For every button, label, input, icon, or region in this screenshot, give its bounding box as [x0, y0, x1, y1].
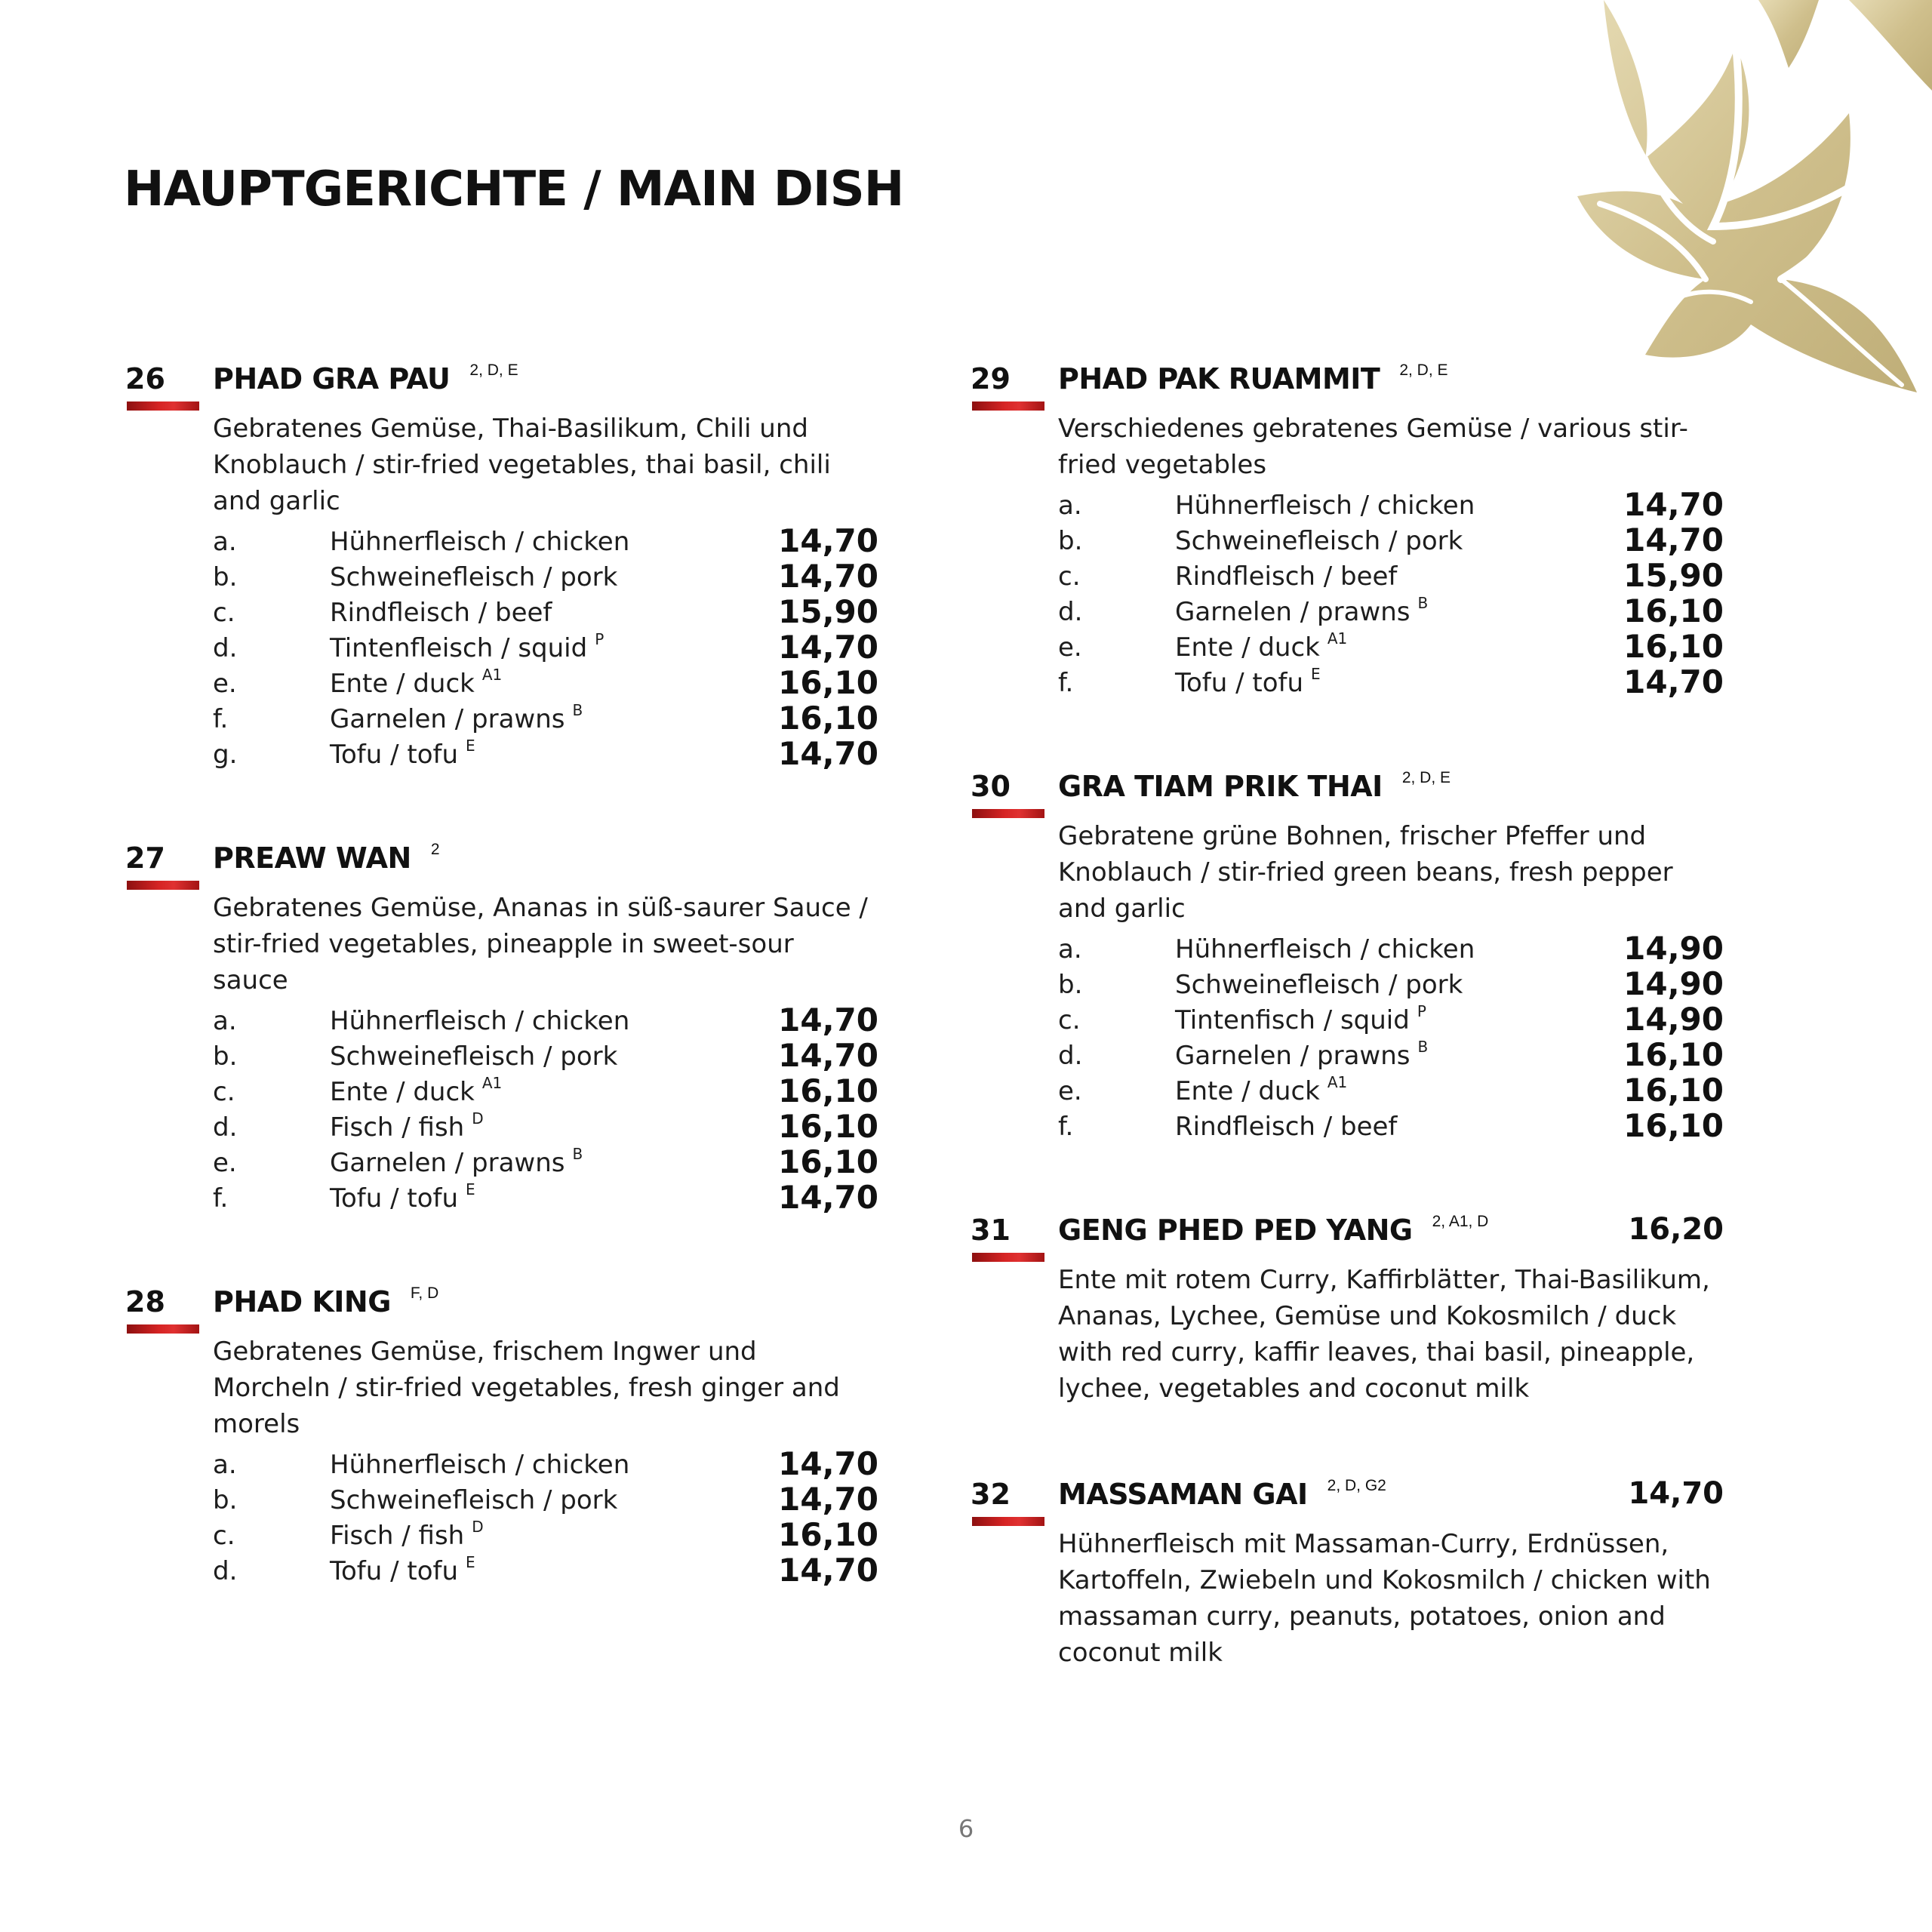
option-price: 14,70: [1623, 521, 1724, 558]
option-price: 14,70: [778, 1552, 878, 1589]
accent-bar: [972, 809, 1044, 818]
option-letter: f.: [1058, 668, 1074, 698]
dish-name-text: MASSAMAN GAI: [1058, 1478, 1308, 1511]
dish-option-row: [213, 700, 878, 735]
option-price: 14,70: [1623, 663, 1724, 700]
option-name: [330, 1553, 475, 1586]
option-name-text: Fisch / fish: [330, 1521, 465, 1551]
page-title: HAUPTGERICHTE / MAIN DISH: [124, 162, 904, 217]
dish-description: Gebratenes Gemüse, Ananas in süß-saurer Sauce / stir-fried vegetables, pineapple in sweet-sour sauce: [213, 893, 868, 995]
option-name-text: Hühnerfleisch / chicken: [1175, 491, 1475, 521]
option-price: 16,10: [778, 700, 878, 737]
option-letter: b.: [213, 1041, 238, 1072]
option-name-text: Tofu / tofu: [330, 1183, 459, 1214]
option-letter: d.: [1058, 597, 1083, 627]
option-letter: a.: [213, 527, 237, 557]
dish-options: [213, 522, 878, 771]
option-allergen: B: [572, 701, 583, 719]
option-name-text: Ente / duck: [330, 1077, 475, 1107]
option-allergen: E: [466, 1553, 475, 1571]
dish-number: 30: [971, 770, 1011, 803]
option-letter: a.: [213, 1450, 237, 1480]
dish-option-row: [1058, 930, 1724, 965]
option-name: [1175, 970, 1470, 1000]
dish-name: [1058, 362, 1448, 395]
option-name-text: Tofu / tofu: [330, 740, 459, 770]
option-price: 16,10: [1623, 1107, 1724, 1144]
dish-option-row: [213, 593, 878, 629]
option-price: 16,10: [1623, 1072, 1724, 1109]
option-name: [330, 737, 475, 770]
dish-header: [969, 355, 1724, 401]
option-letter: d.: [1058, 1041, 1083, 1071]
option-letter: b.: [213, 562, 238, 592]
dish-option-row: [1058, 965, 1724, 1001]
dish-price: 16,20: [1628, 1212, 1724, 1247]
option-name: [330, 1450, 637, 1480]
dish-name: [213, 362, 518, 395]
dish-options: [213, 1445, 878, 1587]
dish-name: [1058, 1214, 1488, 1247]
option-letter: c.: [213, 1521, 235, 1551]
option-name: [1175, 1112, 1404, 1142]
option-price: 14,70: [778, 1481, 878, 1518]
option-letter: c.: [1058, 561, 1081, 592]
dish-allergens: 2, D, E: [1399, 361, 1448, 379]
dish-description: Ente mit rotem Curry, Kaffirblätter, Thai-Basilikum, Ananas, Lychee, Gemüse und Kokosmilch / duck with red curry, kaffir leaves, thai basil, pineapple, lychee, vegetables and coconut milk: [1058, 1265, 1710, 1404]
option-name-text: Schweinefleisch / pork: [1175, 526, 1463, 556]
option-allergen: A1: [1327, 629, 1348, 648]
option-price: 16,10: [778, 1072, 878, 1109]
option-letter: e.: [1058, 1076, 1082, 1106]
dish-option-row: [1058, 592, 1724, 628]
dish-options: [1058, 930, 1724, 1143]
dish-name: [213, 841, 440, 875]
option-allergen: B: [1417, 1038, 1429, 1056]
option-name-text: Schweinefleisch / pork: [330, 562, 618, 592]
dish-description: Gebratene grüne Bohnen, frischer Pfeffer und Knoblauch / stir-fried green beans, fresh pepper and garlic: [1058, 821, 1673, 924]
dish-header: [124, 355, 878, 401]
dish-allergens: F, D: [410, 1284, 439, 1302]
option-letter: c.: [213, 1077, 235, 1107]
option-allergen: E: [466, 737, 475, 755]
option-name: [1175, 1038, 1429, 1071]
dish-price: 14,70: [1628, 1476, 1724, 1511]
option-name-text: Tintenfleisch / squid: [330, 633, 588, 663]
option-name: [330, 1518, 484, 1551]
option-letter: a.: [1058, 491, 1082, 521]
right-column: [969, 355, 1724, 1734]
dish-number: 26: [125, 362, 165, 395]
option-name: [330, 1006, 637, 1036]
menu-dish-27: [124, 834, 878, 1214]
option-name: [330, 630, 605, 663]
option-name-text: Ente / duck: [1175, 1076, 1320, 1106]
option-allergen: B: [1417, 594, 1429, 612]
option-price: 14,70: [778, 1179, 878, 1216]
option-name: [330, 562, 625, 592]
accent-bar: [127, 1324, 199, 1334]
dish-option-row: [213, 629, 878, 664]
menu-dish-29: [969, 355, 1724, 699]
option-letter: f.: [213, 704, 229, 734]
option-name: [1175, 934, 1482, 964]
option-price: 14,70: [778, 522, 878, 559]
menu-dish-26: [124, 355, 878, 771]
dish-option-row: [213, 1143, 878, 1179]
option-name: [330, 666, 503, 699]
option-name-text: Rindfleisch / beef: [1175, 1112, 1398, 1142]
dish-description: Gebratenes Gemüse, frischem Ingwer und Morcheln / stir-fried vegetables, fresh ginger and morels: [213, 1337, 840, 1439]
option-name: [330, 1074, 503, 1107]
option-allergen: E: [1311, 665, 1321, 683]
option-name-text: Garnelen / prawns: [330, 704, 565, 734]
dish-option-row: [1058, 1036, 1724, 1072]
option-price: 14,70: [778, 735, 878, 772]
dish-option-row: [1058, 1107, 1724, 1143]
dish-number: 31: [971, 1214, 1011, 1247]
option-letter: f.: [213, 1183, 229, 1214]
dish-number: 28: [125, 1285, 165, 1318]
dish-option-row: [213, 1179, 878, 1214]
dish-option-row: [1058, 1001, 1724, 1036]
option-letter: d.: [213, 1556, 238, 1586]
option-letter: e.: [213, 669, 237, 699]
dish-name-text: PHAD PAK RUAMMIT: [1058, 362, 1380, 395]
menu-dish-30: [969, 762, 1724, 1143]
option-price: 14,90: [1623, 930, 1724, 967]
dish-description: Hühnerfleisch mit Massaman-Curry, Erdnüssen, Kartoffeln, Zwiebeln und Kokosmilch / chicken with massaman curry, peanuts, potatoes, onion and coconut milk: [1058, 1529, 1711, 1668]
option-letter: c.: [213, 598, 235, 628]
option-name-text: Hühnerfleisch / chicken: [330, 527, 630, 557]
option-name: [1175, 665, 1321, 698]
option-price: 14,90: [1623, 965, 1724, 1002]
dish-option-row: [1058, 663, 1724, 699]
dish-option-row: [213, 1037, 878, 1072]
option-allergen: D: [472, 1518, 484, 1536]
option-price: 15,90: [1623, 557, 1724, 594]
menu-dish-31: [969, 1206, 1724, 1407]
option-name: [1175, 594, 1429, 627]
option-price: 16,10: [778, 1108, 878, 1145]
accent-bar: [972, 401, 1044, 411]
dish-option-row: [213, 522, 878, 558]
dish-option-row: [1058, 521, 1724, 557]
dish-number: 29: [971, 362, 1011, 395]
option-letter: f.: [1058, 1112, 1074, 1142]
option-allergen: B: [572, 1145, 583, 1163]
option-allergen: P: [595, 630, 605, 648]
dish-header: [124, 834, 878, 881]
option-letter: e.: [213, 1148, 237, 1178]
page-number: 6: [958, 1814, 974, 1843]
dish-option-row: [213, 1516, 878, 1552]
option-price: 16,10: [1623, 592, 1724, 629]
dish-options: [213, 1001, 878, 1214]
option-name-text: Garnelen / prawns: [1175, 597, 1411, 627]
dish-option-row: [213, 735, 878, 771]
dish-name: [1058, 770, 1451, 803]
accent-bar: [127, 401, 199, 411]
dish-description: Verschiedenes gebratenes Gemüse / various stir-fried vegetables: [1058, 414, 1688, 480]
option-price: 16,10: [1623, 628, 1724, 665]
option-price: 16,10: [778, 1516, 878, 1553]
option-letter: g.: [213, 740, 238, 770]
dish-option-row: [213, 558, 878, 593]
option-name-text: Ente / duck: [330, 669, 475, 699]
left-column: [124, 355, 878, 1651]
option-price: 16,10: [778, 664, 878, 701]
dish-header: [969, 1470, 1724, 1517]
accent-bar: [972, 1517, 1044, 1526]
option-name: [330, 1041, 625, 1072]
dish-header: [969, 762, 1724, 809]
option-letter: a.: [1058, 934, 1082, 964]
dish-option-row: [213, 1072, 878, 1108]
option-price: 14,70: [778, 558, 878, 595]
dish-name: [1058, 1478, 1386, 1511]
option-name-text: Schweinefleisch / pork: [330, 1485, 618, 1515]
dish-options: [1058, 486, 1724, 699]
option-price: 14,70: [778, 1037, 878, 1074]
option-price: 15,90: [778, 593, 878, 630]
option-letter: b.: [1058, 970, 1083, 1000]
option-name-text: Schweinefleisch / pork: [330, 1041, 618, 1072]
option-name: [1175, 629, 1348, 663]
option-name: [330, 701, 583, 734]
menu-dish-28: [124, 1278, 878, 1587]
option-letter: d.: [213, 1112, 238, 1143]
dish-allergens: 2, D, G2: [1327, 1477, 1386, 1494]
option-name-text: Schweinefleisch / pork: [1175, 970, 1463, 1000]
option-name-text: Hühnerfleisch / chicken: [330, 1006, 630, 1036]
option-name-text: Tofu / tofu: [330, 1556, 459, 1586]
dish-option-row: [213, 1481, 878, 1516]
option-name-text: Tofu / tofu: [1175, 668, 1304, 698]
dish-allergens: 2, D, E: [1401, 769, 1451, 786]
option-price: 14,90: [1623, 1001, 1724, 1038]
dish-name-text: PREAW WAN: [213, 841, 411, 875]
option-allergen: D: [472, 1109, 484, 1128]
option-name-text: Rindfleisch / beef: [330, 598, 552, 628]
option-allergen: A1: [481, 666, 503, 684]
option-price: 14,70: [1623, 486, 1724, 523]
option-name: [330, 1180, 475, 1214]
option-name: [330, 527, 637, 557]
option-price: 14,70: [778, 1001, 878, 1038]
option-letter: d.: [213, 633, 238, 663]
option-name: [1175, 1073, 1348, 1106]
dish-option-row: [213, 1108, 878, 1143]
dish-description: Gebratenes Gemüse, Thai-Basilikum, Chili und Knoblauch / stir-fried vegetables, thai basil, chili and garlic: [213, 414, 831, 516]
dish-name-text: GENG PHED PED YANG: [1058, 1214, 1413, 1247]
option-price: 16,10: [778, 1143, 878, 1180]
option-letter: b.: [1058, 526, 1083, 556]
option-letter: c.: [1058, 1005, 1081, 1035]
option-name: [330, 1109, 484, 1143]
dish-allergens: 2, A1, D: [1432, 1213, 1489, 1230]
dish-header: [969, 1206, 1724, 1253]
dish-name-text: GRA TIAM PRIK THAI: [1058, 770, 1383, 803]
dish-option-row: [213, 664, 878, 700]
dish-number: 32: [971, 1478, 1011, 1511]
option-letter: e.: [1058, 632, 1082, 663]
dish-name: [213, 1285, 438, 1318]
dish-name-text: PHAD GRA PAU: [213, 362, 451, 395]
dish-allergens: 2: [430, 841, 440, 858]
option-name-text: Tintenfisch / squid: [1175, 1005, 1410, 1035]
option-name: [330, 598, 559, 628]
option-allergen: P: [1417, 1002, 1426, 1020]
option-allergen: A1: [481, 1074, 503, 1092]
dish-number: 27: [125, 841, 165, 875]
option-name: [1175, 526, 1470, 556]
option-name-text: Ente / duck: [1175, 632, 1320, 663]
dish-option-row: [1058, 1072, 1724, 1107]
dish-name-text: PHAD KING: [213, 1285, 391, 1318]
option-name-text: Fisch / fish: [330, 1112, 465, 1143]
option-name: [1175, 1002, 1426, 1035]
dish-option-row: [1058, 557, 1724, 592]
option-name-text: Rindfleisch / beef: [1175, 561, 1398, 592]
option-letter: a.: [213, 1006, 237, 1036]
option-price: 16,10: [1623, 1036, 1724, 1073]
option-price: 14,70: [778, 629, 878, 666]
option-name: [330, 1145, 583, 1178]
dish-allergens: 2, D, E: [469, 361, 518, 379]
option-letter: b.: [213, 1485, 238, 1515]
dish-option-row: [213, 1445, 878, 1481]
option-name: [330, 1485, 625, 1515]
option-name-text: Garnelen / prawns: [1175, 1041, 1411, 1071]
option-allergen: A1: [1327, 1073, 1348, 1091]
option-allergen: E: [466, 1180, 475, 1198]
dish-option-row: [213, 1552, 878, 1587]
option-name: [1175, 491, 1482, 521]
menu-dish-32: [969, 1470, 1724, 1671]
dish-header: [124, 1278, 878, 1324]
option-name-text: Garnelen / prawns: [330, 1148, 565, 1178]
option-name-text: Hühnerfleisch / chicken: [330, 1450, 630, 1480]
accent-bar: [972, 1253, 1044, 1262]
option-name-text: Hühnerfleisch / chicken: [1175, 934, 1475, 964]
option-price: 14,70: [778, 1445, 878, 1482]
dish-option-row: [213, 1001, 878, 1037]
accent-bar: [127, 881, 199, 890]
dish-option-row: [1058, 486, 1724, 521]
dish-option-row: [1058, 628, 1724, 663]
option-name: [1175, 561, 1404, 592]
